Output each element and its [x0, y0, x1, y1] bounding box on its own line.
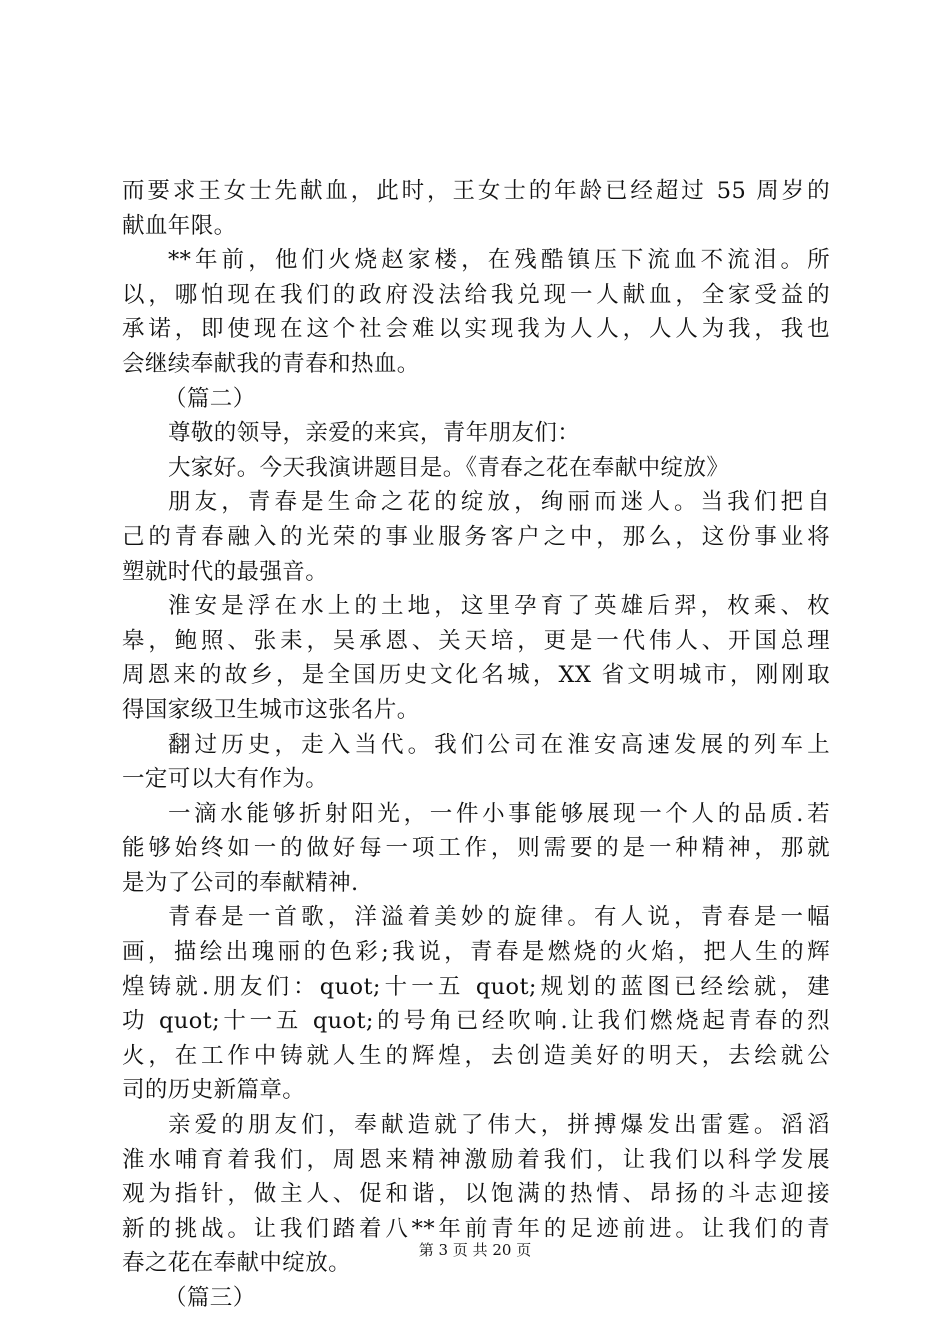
- paragraph-start-line: 亲爱的朋友们，奉献造就了伟大，拼搏爆发出雷霆。滔滔: [168, 1112, 830, 1139]
- text-line: 新的挑战。让我们踏着八**年前青年的足迹前进。让我们的青: [122, 1215, 830, 1242]
- paragraph-start-line: 一滴水能够折射阳光，一件小事能够展现一个人的品质.若: [168, 800, 830, 827]
- text-line: 己的青春融入的光荣的事业服务客户之中，那么，这份事业将: [122, 523, 830, 550]
- text-line: 皋，鲍照、张耒，吴承恩、关天培，更是一代伟人、开国总理: [122, 627, 830, 654]
- paragraph-start-line: 淮安是浮在水上的土地，这里孕育了英雄后羿，枚乘、枚: [168, 593, 830, 620]
- section-heading: （篇二）: [164, 385, 256, 412]
- text-line: 火，在工作中铸就人生的辉煌，去创造美好的明天，去绘就公: [122, 1042, 830, 1069]
- paragraph-start-line: 青春是一首歌，洋溢着美妙的旋律。有人说，青春是一幅: [168, 904, 830, 931]
- text-line: 承诺，即使现在这个社会难以实现我为人人，人人为我，我也: [122, 316, 830, 343]
- text-line: 而要求王女士先献血，此时，王女士的年龄已经超过 55 周岁的: [122, 178, 830, 204]
- text-line: 春之花在奉献中绽放。: [122, 1250, 352, 1277]
- section-heading: （篇三）: [164, 1285, 256, 1311]
- paragraph-start-line: **年前，他们火烧赵家楼，在残酷镇压下流血不流泪。所: [168, 247, 830, 274]
- document-body: [122, 174, 830, 1316]
- text-line: 画，描绘出瑰丽的色彩;我说，青春是燃烧的火焰，把人生的辉: [122, 939, 830, 966]
- text-line: 功 quot;十一五 quot;的号角已经吹响.让我们燃烧起青春的烈: [122, 1008, 830, 1035]
- text-line: 观为指针，做主人、促和谐，以饱满的热情、昂扬的斗志迎接: [122, 1181, 830, 1208]
- text-line: 煌铸就.朋友们：quot;十一五 quot;规划的蓝图已经绘就，建: [122, 973, 830, 1000]
- text-line: 能够始终如一的做好每一项工作，则需要的是一种精神，那就: [122, 835, 830, 862]
- text-line: 是为了公司的奉献精神.: [122, 869, 359, 896]
- text-line: 司的历史新篇章。: [122, 1077, 306, 1104]
- text-line: 得国家级卫生城市这张名片。: [122, 696, 420, 723]
- salutation-line: 尊敬的领导，亲爱的来宾，青年朋友们：: [168, 420, 581, 447]
- text-line: 献血年限。: [122, 212, 237, 239]
- text-line: 会继续奉献我的青春和热血。: [122, 350, 420, 377]
- paragraph-start-line: 翻过历史，走入当代。我们公司在淮安高速发展的列车上: [168, 731, 830, 758]
- text-line: 以，哪怕现在我们的政府没法给我兑现一人献血，全家受益的: [122, 281, 830, 308]
- page-number-footer: 第 3 页 共 20 页: [418, 1241, 532, 1259]
- text-line: 周恩来的故乡，是全国历史文化名城，XX 省文明城市，刚刚取: [122, 662, 830, 689]
- text-line: 淮水哺育着我们，周恩来精神激励着我们，让我们以科学发展: [122, 1146, 830, 1173]
- paragraph-start-line: 朋友，青春是生命之花的绽放，绚丽而迷人。当我们把自: [168, 489, 830, 516]
- text-line: 一定可以大有作为。: [122, 766, 329, 793]
- speech-title-line: 大家好。今天我演讲题目是。《青春之花在奉献中绽放》: [168, 454, 730, 481]
- text-line: 塑就时代的最强音。: [122, 558, 329, 585]
